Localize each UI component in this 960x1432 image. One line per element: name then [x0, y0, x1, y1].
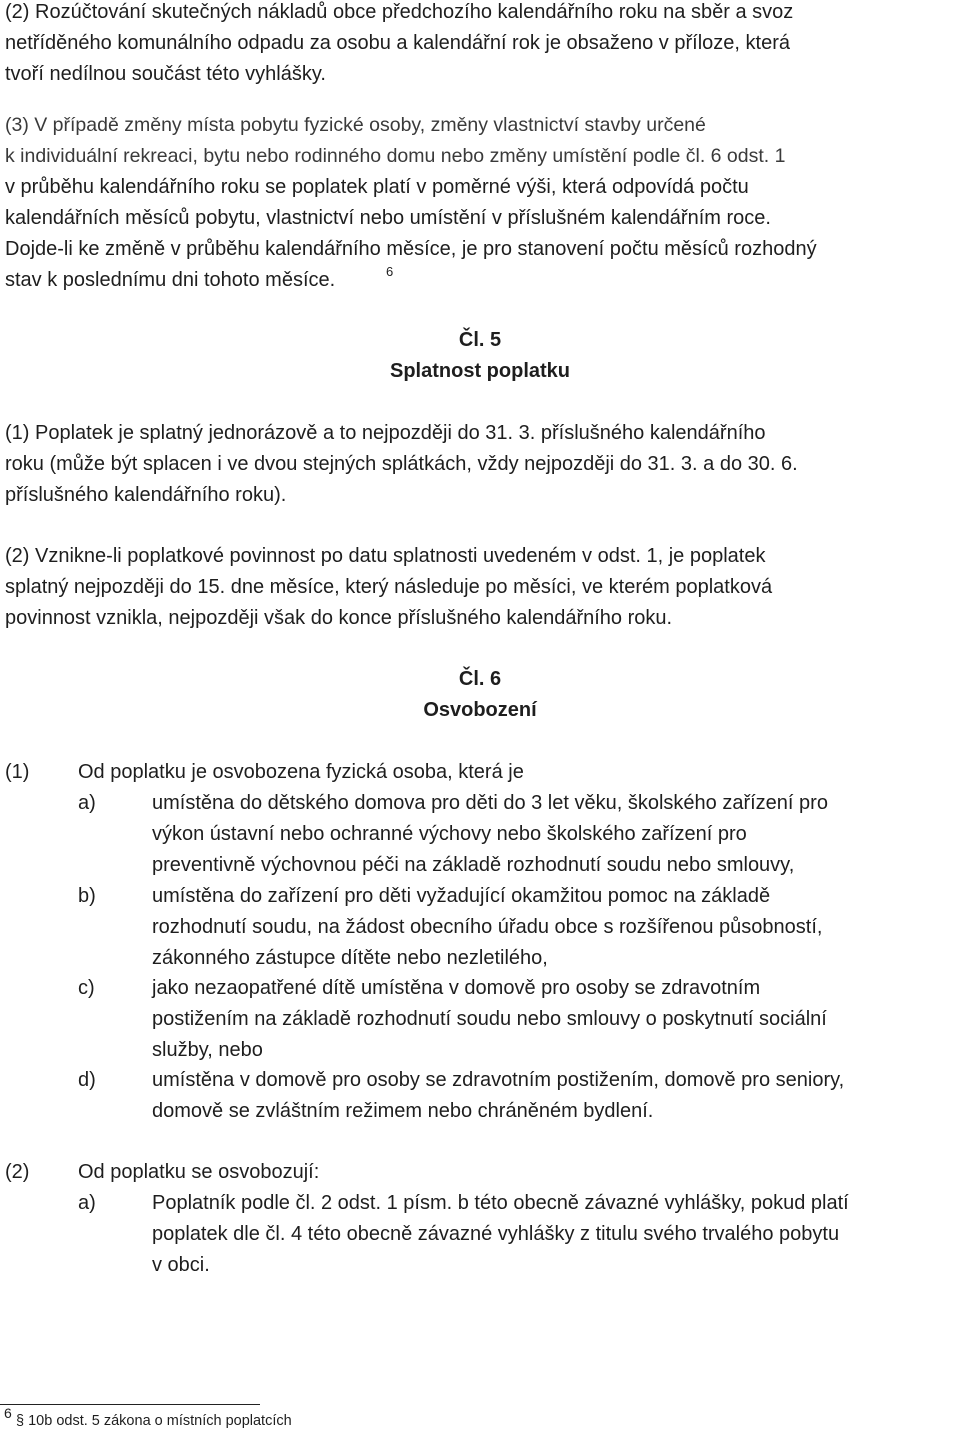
item-letter: a) — [78, 1192, 96, 1214]
text-line: stav k poslednímu dni tohoto měsíce. — [5, 269, 336, 291]
item-letter: c) — [78, 977, 95, 999]
text-line: zákonného zástupce dítěte nebo nezletilého, — [152, 947, 548, 969]
text-line: umístěna do zařízení pro děti vyžadující okamžitou pomoc na základě — [152, 885, 771, 907]
text-line: Poplatník podle čl. 2 odst. 1 písm. b této obecně závazné vyhlášky, pokud platí — [152, 1192, 849, 1214]
footnote-text: § 10b odst. 5 zákona o místních poplatcích — [16, 1413, 292, 1429]
article-6-number: Čl. 6 — [458, 668, 502, 690]
text-line: (3) V případě změny místa pobytu fyzické osoby, změny vlastnictví stavby určené — [5, 114, 706, 136]
text-line: k individuální rekreaci, bytu nebo rodinného domu nebo změny umístění podle čl. 6 odst. 1 — [5, 145, 786, 167]
text-line: kalendářních měsíců pobytu, vlastnictví nebo umístění v příslušném kalendářním roce. — [5, 207, 771, 229]
footnote-mark: 6 — [4, 1405, 12, 1421]
footnote-reference[interactable]: 6 — [386, 264, 394, 279]
text-line: výkon ústavní nebo ochranné výchovy nebo školského zařízení pro — [152, 823, 747, 845]
text-line: (2) Vznikne-li poplatkové povinnost po datu splatnosti uvedeném v odst. 1, je poplatek — [5, 545, 766, 567]
text-line: Dojde-li ke změně v průběhu kalendářního měsíce, je pro stanovení počtu měsíců rozhodný — [5, 238, 817, 260]
footnote-separator — [0, 1404, 260, 1405]
article-5-title: Splatnost poplatku — [390, 360, 570, 382]
text-line: rozhodnutí soudu, na žádost obecního úřadu obce s rozšířenou působností, — [152, 916, 823, 938]
text-line: jako nezaopatřené dítě umístěna v domově pro osoby se zdravotním — [152, 977, 761, 999]
text-line: příslušného kalendářního roku). — [5, 484, 287, 506]
text-line: domově se zvláštním režimem nebo chráněném bydlení. — [152, 1100, 654, 1122]
text-line: v obci. — [152, 1254, 210, 1276]
paragraph-number: (1) — [5, 761, 30, 783]
text-line: splatný nejpozději do 15. dne měsíce, který následuje po měsíci, ve kterém poplatková — [5, 576, 773, 598]
text-line: postižením na základě rozhodnutí soudu nebo smlouvy o poskytnutí sociální — [152, 1008, 827, 1030]
paragraph-number: (2) — [5, 1161, 30, 1183]
text-line: povinnost vznikla, nejpozději však do konce příslušného kalendářního roku. — [5, 607, 673, 629]
item-letter: a) — [78, 792, 96, 814]
text-line: služby, nebo — [152, 1039, 263, 1061]
text-line: preventivně výchovnou péči na základě rozhodnutí soudu nebo smlouvy, — [152, 854, 795, 876]
paragraph-intro: Od poplatku se osvobozují: — [78, 1161, 320, 1183]
text-line: poplatek dle čl. 4 této obecně závazné vyhlášky z titulu svého trvalého pobytu — [152, 1223, 840, 1245]
item-letter: d) — [78, 1069, 96, 1091]
text-line: (2) Rozúčtování skutečných nákladů obce předchozího kalendářního roku na sběr a svoz — [5, 1, 794, 23]
text-line: netříděného komunálního odpadu za osobu a kalendářní rok je obsaženo v příloze, která — [5, 32, 790, 54]
text-line: tvoří nedílnou součást této vyhlášky. — [5, 63, 326, 85]
text-line: umístěna do dětského domova pro děti do 3 let věku, školského zařízení pro — [152, 792, 828, 814]
paragraph-intro: Od poplatku je osvobozena fyzická osoba, která je — [78, 761, 524, 783]
text-line: roku (může být splacen i ve dvou stejných splátkách, vždy nejpozději do 31. 3. a do 30. 6. — [5, 453, 798, 475]
text-line: (1) Poplatek je splatný jednorázově a to nejpozději do 31. 3. příslušného kalendářního — [5, 422, 766, 444]
item-letter: b) — [78, 885, 96, 907]
text-line: v průběhu kalendářního roku se poplatek platí v poměrné výši, která odpovídá počtu — [5, 176, 749, 198]
text-line: umístěna v domově pro osoby se zdravotním postižením, domově pro seniory, — [152, 1069, 845, 1091]
article-6-title: Osvobození — [423, 699, 537, 721]
article-5-number: Čl. 5 — [458, 329, 502, 351]
